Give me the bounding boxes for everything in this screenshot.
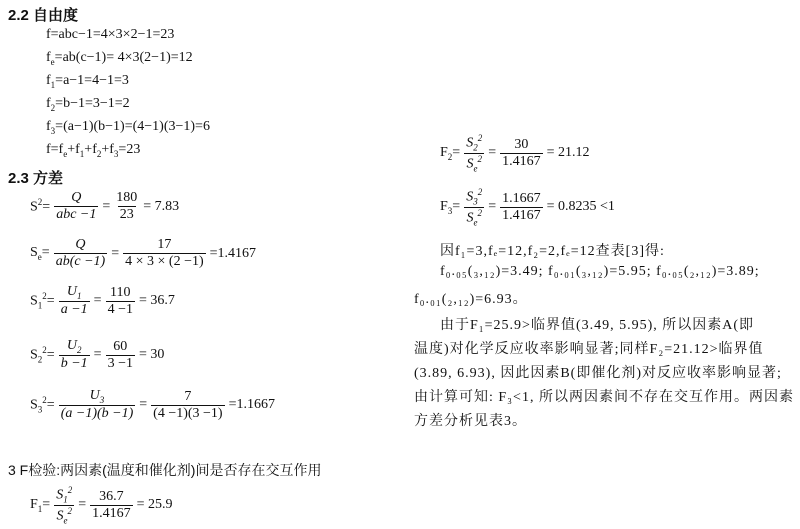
eq-f: f=abc−1=4×3×2−1=23 xyxy=(46,27,175,42)
eq-S2: $S^2=$ $\frac{Q}{\text{abc −1}}$ = $\frac{180}{23}$ = 7.83 xyxy=(30,190,180,223)
heading-2-3: 2.3 方差 xyxy=(8,170,64,187)
para-line-1: 由于F₁=25.9>临界值(3.49, 5.95), 所以因素A(即 xyxy=(440,318,755,333)
eq-fe: $f_e=ab(c-1)= 4\times 3(2-1)=12$ xyxy=(46,50,193,67)
eq-f3: $f_3=(a-1)(b-1)=(4-1)(3-1)=6$ xyxy=(46,119,210,136)
heading-2-2: 2.2 自由度 xyxy=(8,7,79,24)
line-critical-values: f₀.₀₅(₃,₁₂)=3.49; f₀.₀₁(₃,₁₂)=5.95; f₀.₀₅(₂,₁₂)=3.89; xyxy=(440,264,760,279)
eq-S2b: $S_2^2=$ $\frac{U_2}{b -1}$ = $\frac{60}{3 -1}$ = 30 xyxy=(30,338,165,372)
eq-F1: $F_1=$ $\frac{S_1^2}{S_e^2}$ = $\frac{36.7}{1.4167}$ = 25.9 xyxy=(30,485,173,526)
heading-3: 3 F检验:两因素(温度和催化剂)间是否存在交互作用 xyxy=(8,462,322,478)
eq-f2: $f_2=b-1=3-1=2$ xyxy=(46,96,130,113)
line-table-lookup: 因f₁=3,fₑ=12,f₂=2,fₑ=12查表[3]得: xyxy=(440,244,665,259)
line-critical-values-2: f₀.₀₁(₂,₁₂)=6.93。 xyxy=(414,292,528,307)
eq-Se: $S_e=$ $\frac{Q}{ab(c -1)}$ = $\frac{17}{4 \times 3 \times (2 -1)}$ =1.4167 xyxy=(30,237,257,270)
eq-S3: $S_3^2=$ $\frac{U_3}{(a -1)(b -1)}$ = $\frac{7}{(4 -1)(3 -1)}$ =1.1667 xyxy=(30,388,276,422)
eq-F3: $F_3=$ $\frac{S_3^2}{S_e^2}$ = $\frac{1.1667}{1.4167}$ = 0.8235 <1 xyxy=(440,187,615,228)
para-line-5: 方差分析见表3。 xyxy=(414,414,527,429)
eq-f1: $f_1=a-1=4-1=3$ xyxy=(46,73,129,90)
eq-fsum: $f=f_e+f_1+f_2+f_3=23$ xyxy=(46,142,141,159)
para-line-3: (3.89, 6.93), 因此因素B(即催化剂)对反应收率影响显著; xyxy=(414,366,782,381)
para-line-4: 由计算可知: F₃<1, 所以两因素间不存在交互作用。两因素 xyxy=(414,390,794,405)
eq-S1: $S_1^2=$ $\frac{U_1}{a -1}$ = $\frac{110}{4 -1}$ = 36.7 xyxy=(30,284,175,318)
eq-F2: $F_2=$ $\frac{S_2^2}{S_e^2}$ = $\frac{30}{1.4167}$ = 21.12 xyxy=(440,133,590,174)
para-line-2: 温度)对化学反应收率影响显著;同样F₂=21.12>临界值 xyxy=(414,342,764,357)
